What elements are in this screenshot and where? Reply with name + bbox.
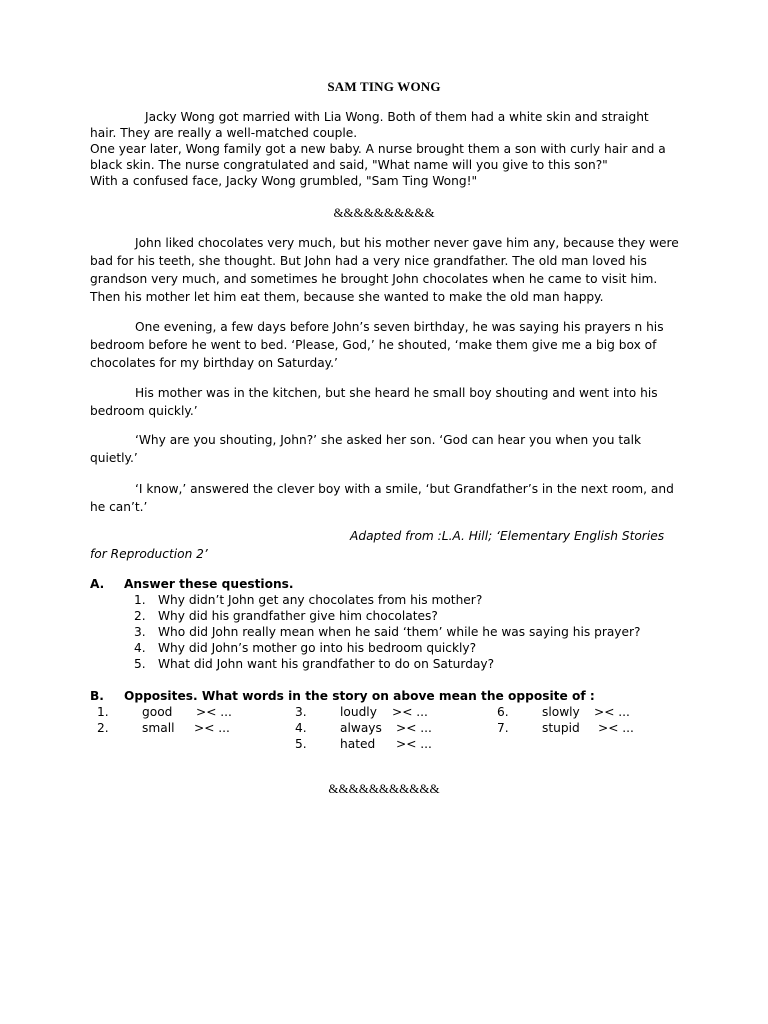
separator: &&&&&&&&&& — [333, 205, 435, 220]
opposite-item: 4. always >< ... — [295, 721, 432, 735]
list-item: 1. Why didn’t John get any chocolates from his mother? — [134, 593, 483, 607]
list-item: 4. Why did John’s mother go into his bedroom quickly? — [134, 641, 477, 655]
story-line: bedroom quickly.’ — [90, 404, 198, 418]
list-item: 2. Why did his grandfather give him chocolates? — [134, 609, 438, 623]
opposite-item: 3. loudly >< ... — [295, 705, 428, 719]
story-line: His mother was in the kitchen, but she heard he small boy shouting and went into his — [135, 386, 658, 400]
section-title: Answer these questions. — [124, 577, 294, 591]
story-paragraph-3 — [90, 384, 690, 420]
story-paragraph-1 — [90, 234, 690, 306]
story-line: John liked chocolates very much, but his mother never gave him any, because they were — [135, 236, 679, 250]
attribution-line: for Reproduction 2’ — [90, 547, 208, 561]
story-paragraph-2 — [90, 318, 690, 372]
section-b-heading — [90, 687, 595, 705]
separator: &&&&&&&&&&& — [328, 781, 440, 796]
opposite-item: 6. slowly >< ... — [497, 705, 630, 719]
section-title: Opposites. What words in the story on above mean the opposite of : — [124, 689, 595, 703]
attribution-line: Adapted from :L.A. Hill; ‘Elementary English Stories — [350, 529, 665, 543]
intro-line: hair. They are really a well-matched couple. — [90, 126, 358, 140]
opposite-item: 7. stupid >< ... — [497, 721, 634, 735]
story-line: bad for his teeth, she thought. But John had a very nice grandfather. The old man loved his — [90, 254, 647, 268]
question-list — [134, 592, 641, 672]
intro-line: Jacky Wong got married with Lia Wong. Both of them had a white skin and straight — [145, 110, 649, 124]
story-line: chocolates for my birthday on Saturday.’ — [90, 356, 338, 370]
story-line: Then his mother let him eat them, because she wanted to make the old man happy. — [90, 290, 604, 304]
story-line: quietly.’ — [90, 451, 138, 465]
intro-line: One year later, Wong family got a new baby. A nurse brought them a son with curly hair and a — [90, 142, 666, 156]
attribution — [90, 527, 690, 563]
section-a-heading — [90, 575, 294, 593]
story-line: ‘Why are you shouting, John?’ she asked her son. ‘God can hear you when you talk — [135, 433, 642, 447]
page-title: SAM TING WONG — [327, 79, 441, 94]
section-letter: B. — [90, 689, 104, 703]
intro-line: With a confused face, Jacky Wong grumbled, "Sam Ting Wong!" — [90, 174, 478, 188]
story-paragraph-4 — [90, 431, 690, 467]
story-paragraph-5 — [90, 480, 690, 516]
story-line: bedroom before he went to bed. ‘Please, God,’ he shouted, ‘make them give me a big box of — [90, 338, 657, 352]
section-letter: A. — [90, 577, 105, 591]
intro-line: black skin. The nurse congratulated and said, "What name will you give to this son?" — [90, 158, 608, 172]
story-line: grandson very much, and sometimes he brought John chocolates when he came to visit him. — [90, 272, 658, 286]
story-line: ‘I know,’ answered the clever boy with a smile, ‘but Grandfather’s in the next room, and — [135, 482, 674, 496]
opposite-item: 5. hated >< ... — [295, 737, 432, 751]
list-item: 3. Who did John really mean when he said ‘them’ while he was saying his prayer? — [134, 625, 641, 639]
intro-story — [90, 109, 690, 189]
opposite-item: 1. good >< ... — [97, 705, 232, 719]
list-item: 5. What did John want his grandfather to do on Saturday? — [134, 657, 495, 671]
opposite-item: 2. small >< ... — [97, 721, 230, 735]
story-line: he can’t.’ — [90, 500, 148, 514]
story-line: One evening, a few days before John’s seven birthday, he was saying his prayers n his — [135, 320, 664, 334]
